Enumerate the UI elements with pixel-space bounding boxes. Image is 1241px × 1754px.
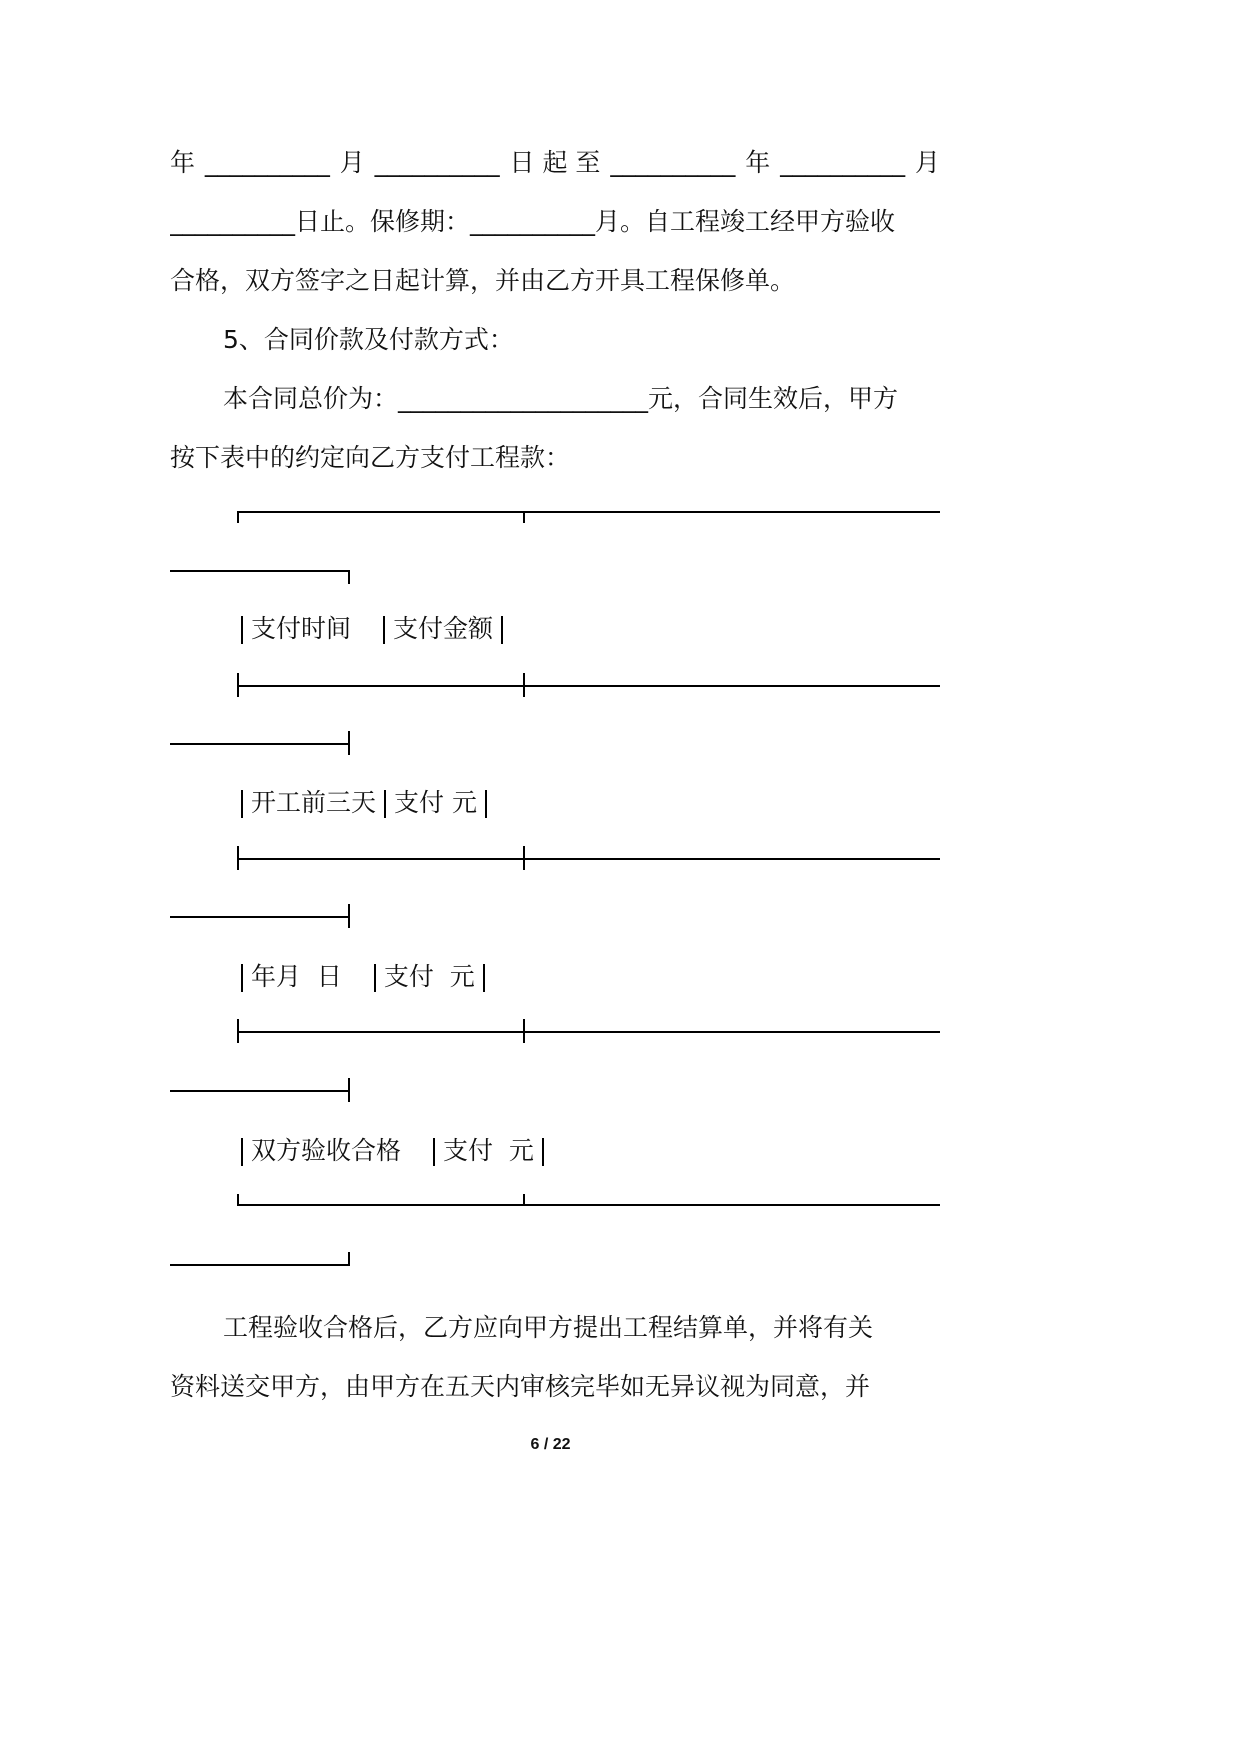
table-separator bbox=[237, 685, 940, 687]
table-divider bbox=[237, 673, 239, 697]
cell-border bbox=[241, 790, 243, 818]
table-divider bbox=[523, 1194, 525, 1206]
table-divider bbox=[237, 1019, 239, 1043]
cell-col2: 支付 元 bbox=[394, 788, 477, 817]
table-row bbox=[233, 614, 511, 644]
table-divider bbox=[523, 1019, 525, 1043]
table-separator bbox=[237, 858, 940, 860]
table-separator-wrap bbox=[170, 1090, 348, 1092]
table-divider bbox=[237, 846, 239, 870]
table-divider bbox=[523, 511, 525, 523]
text-token: 年 bbox=[170, 148, 196, 177]
table-corner bbox=[348, 570, 350, 584]
cell-col2: 支付 元 bbox=[383, 962, 475, 991]
cell-col1: 支付时间 bbox=[251, 614, 352, 643]
closing-line-cont: 资料送交甲方，由甲方在五天内审核完毕如无异议视为同意，并 bbox=[170, 1372, 871, 1401]
cell-border bbox=[384, 790, 386, 818]
cell-col2: 支付 元 bbox=[443, 1136, 534, 1165]
cell-border bbox=[542, 1138, 544, 1166]
cell-border bbox=[241, 964, 243, 992]
table-divider bbox=[348, 1078, 350, 1102]
cell-border bbox=[374, 964, 376, 992]
table-row bbox=[233, 1136, 552, 1166]
text-token: 月 bbox=[339, 148, 365, 177]
table-separator bbox=[237, 1031, 940, 1033]
text-token: 月 bbox=[914, 148, 940, 177]
warranty-line-cont: 合格，双方签字之日起计算，并由乙方开具工程保修单。 bbox=[170, 266, 796, 295]
contract-date-line bbox=[170, 148, 940, 178]
table-border-wrap bbox=[170, 570, 348, 572]
cell-border bbox=[383, 616, 385, 644]
blank-field: __________ bbox=[204, 148, 330, 177]
table-corner bbox=[237, 511, 239, 523]
price-line-cont: 按下表中的约定向乙方支付工程款： bbox=[170, 443, 571, 472]
blank-field: __________ bbox=[374, 148, 500, 177]
cell-border bbox=[241, 1138, 243, 1166]
table-row bbox=[233, 962, 493, 992]
blank-field: __________ bbox=[780, 148, 906, 177]
table-divider bbox=[523, 673, 525, 697]
text-token: 年 bbox=[745, 148, 771, 177]
table-divider bbox=[348, 904, 350, 928]
table-border-bottom bbox=[237, 1204, 940, 1206]
cell-border bbox=[241, 616, 243, 644]
cell-border bbox=[501, 616, 503, 644]
warranty-line: __________日止。保修期：__________月。自工程竣工经甲方验收 bbox=[170, 207, 896, 236]
table-border-bottom-wrap bbox=[170, 1264, 348, 1266]
closing-line: 工程验收合格后，乙方应向甲方提出工程结算单，并将有关 bbox=[223, 1313, 874, 1342]
cell-col2: 支付金额 bbox=[393, 614, 494, 643]
table-corner bbox=[348, 1252, 350, 1266]
table-divider bbox=[523, 846, 525, 870]
cell-border bbox=[485, 790, 487, 818]
cell-col1: 年月 日 bbox=[251, 962, 342, 991]
table-separator-wrap bbox=[170, 916, 348, 918]
cell-border bbox=[433, 1138, 435, 1166]
page-number: 6 / 22 bbox=[530, 1436, 571, 1453]
text-token: 日 起 至 bbox=[509, 148, 601, 177]
table-separator-wrap bbox=[170, 743, 348, 745]
cell-col1: 双方验收合格 bbox=[251, 1136, 402, 1165]
cell-col1: 开工前三天 bbox=[251, 788, 377, 817]
table-border-top bbox=[237, 511, 940, 513]
table-corner bbox=[237, 1194, 239, 1206]
section-heading: 5、合同价款及付款方式： bbox=[223, 325, 514, 354]
cell-border bbox=[483, 964, 485, 992]
blank-field: __________ bbox=[610, 148, 736, 177]
table-divider bbox=[348, 731, 350, 755]
price-line: 本合同总价为：____________________元，合同生效后，甲方 bbox=[223, 384, 899, 413]
table-row bbox=[233, 788, 495, 818]
